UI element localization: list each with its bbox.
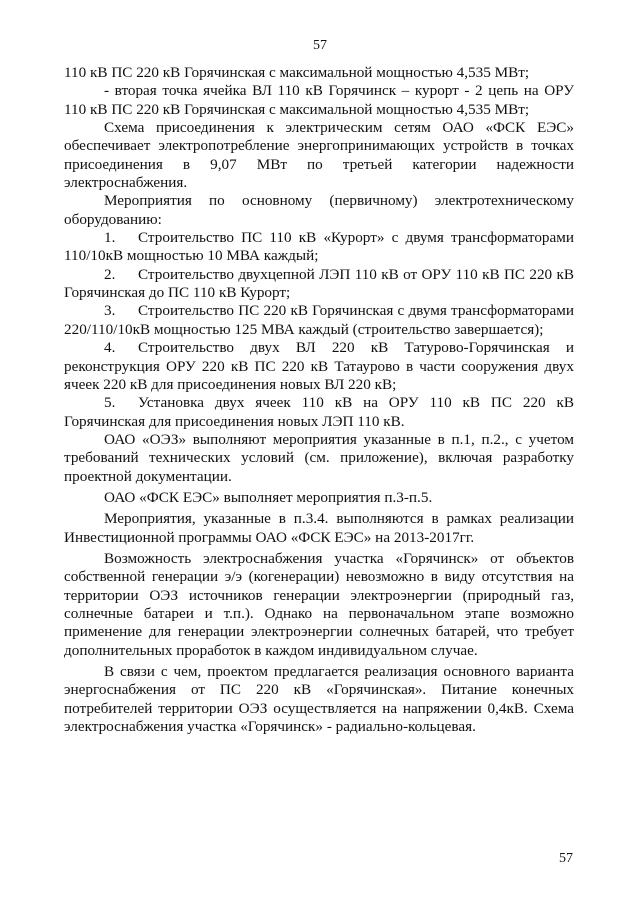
- list-item: [64, 302, 574, 339]
- paragraph-2: - вторая точка ячейка ВЛ 110 кВ Горячинск – курорт - 2 цепь на ОРУ 110 кВ ПС 220 кВ Горячинская с максимальной мощностью 4,535 МВт;: [64, 82, 574, 118]
- list-item-number: 3.: [104, 302, 116, 320]
- paragraph-5: ОАО «ОЭЗ» выполняют мероприятия указанные в п.1, п.2., с учетом требований технических условий (см. приложение), включая разработку проектной документации.: [64, 430, 574, 485]
- list-item: [64, 339, 574, 394]
- page-number-top: 57: [313, 38, 327, 53]
- list-item: [64, 229, 574, 266]
- list-item-text: Строительство двух ВЛ 220 кВ Татурово-Горячинская и реконструкция ОРУ 220 кВ ПС 220 кВ Татаурово в части сооружения двух ячеек 220 кВ для присоединения новых ВЛ 220 кВ;: [64, 339, 574, 393]
- list-item-number: 2.: [104, 265, 116, 283]
- paragraph-3: Схема присоединения к электрическим сетям ОАО «ФСК ЕЭС» обеспечивает электропотребление энергопринимающих устройств в точках присоединения в 9,07 МВт по третьей категории надежности электроснабжения.: [64, 119, 574, 192]
- document-body: [64, 64, 574, 736]
- paragraph-7: Мероприятия, указанные в п.3.4. выполняются в рамках реализации Инвестиционной программы ОАО «ФСК ЕЭС» на 2013-2017гг.: [64, 510, 574, 546]
- paragraph-1: 110 кВ ПС 220 кВ Горячинская с максимальной мощностью 4,535 МВт;: [64, 64, 530, 81]
- list-item-number: 5.: [104, 394, 116, 412]
- list-item-text: Установка двух ячеек 110 кВ на ОРУ 110 кВ ПС 220 кВ Горячинская для присоединения новых ЛЭП 110 кВ.: [64, 394, 574, 430]
- list-item-text: Строительство ПС 220 кВ Горячинская с двумя трансформаторами 220/110/10кВ мощностью 125 МВА каждый (строительство завершается);: [64, 302, 574, 338]
- paragraph-9: В связи с чем, проектом предлагается реализация основного варианта энергоснабжения от ПС 220 кВ «Горячинская». Питание конечных потребителей территории ОЭЗ осуществляется на напряжении 0,4кВ. Схема электроснабжения участка «Горячинск» - радиально-кольцевая.: [64, 663, 574, 736]
- paragraph-4: Мероприятия по основному (первичному) электротехническому оборудованию:: [64, 192, 574, 228]
- list-item-text: Строительство двухцепной ЛЭП 110 кВ от ОРУ 110 кВ ПС 220 кВ Горячинская до ПС 110 кВ Курорт;: [64, 265, 574, 302]
- list-item: [64, 394, 574, 431]
- list-item-number: 1.: [104, 229, 116, 247]
- paragraph-6: ОАО «ФСК ЕЭС» выполняет мероприятия п.3-п.5.: [104, 488, 433, 506]
- list-item-text: Строительство ПС 110 кВ «Курорт» с двумя трансформаторами 110/10кВ мощностью 10 МВА каждый;: [64, 229, 574, 265]
- list-item-number: 4.: [104, 339, 116, 357]
- page-number-bottom: 57: [559, 851, 573, 866]
- paragraph-8: Возможность электроснабжения участка «Горячинск» от объектов собственной генерации э/э (когенерации) невозможно в виду отсутствия на территории ОЭЗ источников генерации электроэнергии (природный газ, солнечные батареи и т.п.). Однако на первоначальном этапе возможно применение для генерации электроэнергии солнечных батарей, что требует дополнительных проработок в каждом индивидуальном случае.: [64, 549, 574, 659]
- list-item: [64, 266, 574, 303]
